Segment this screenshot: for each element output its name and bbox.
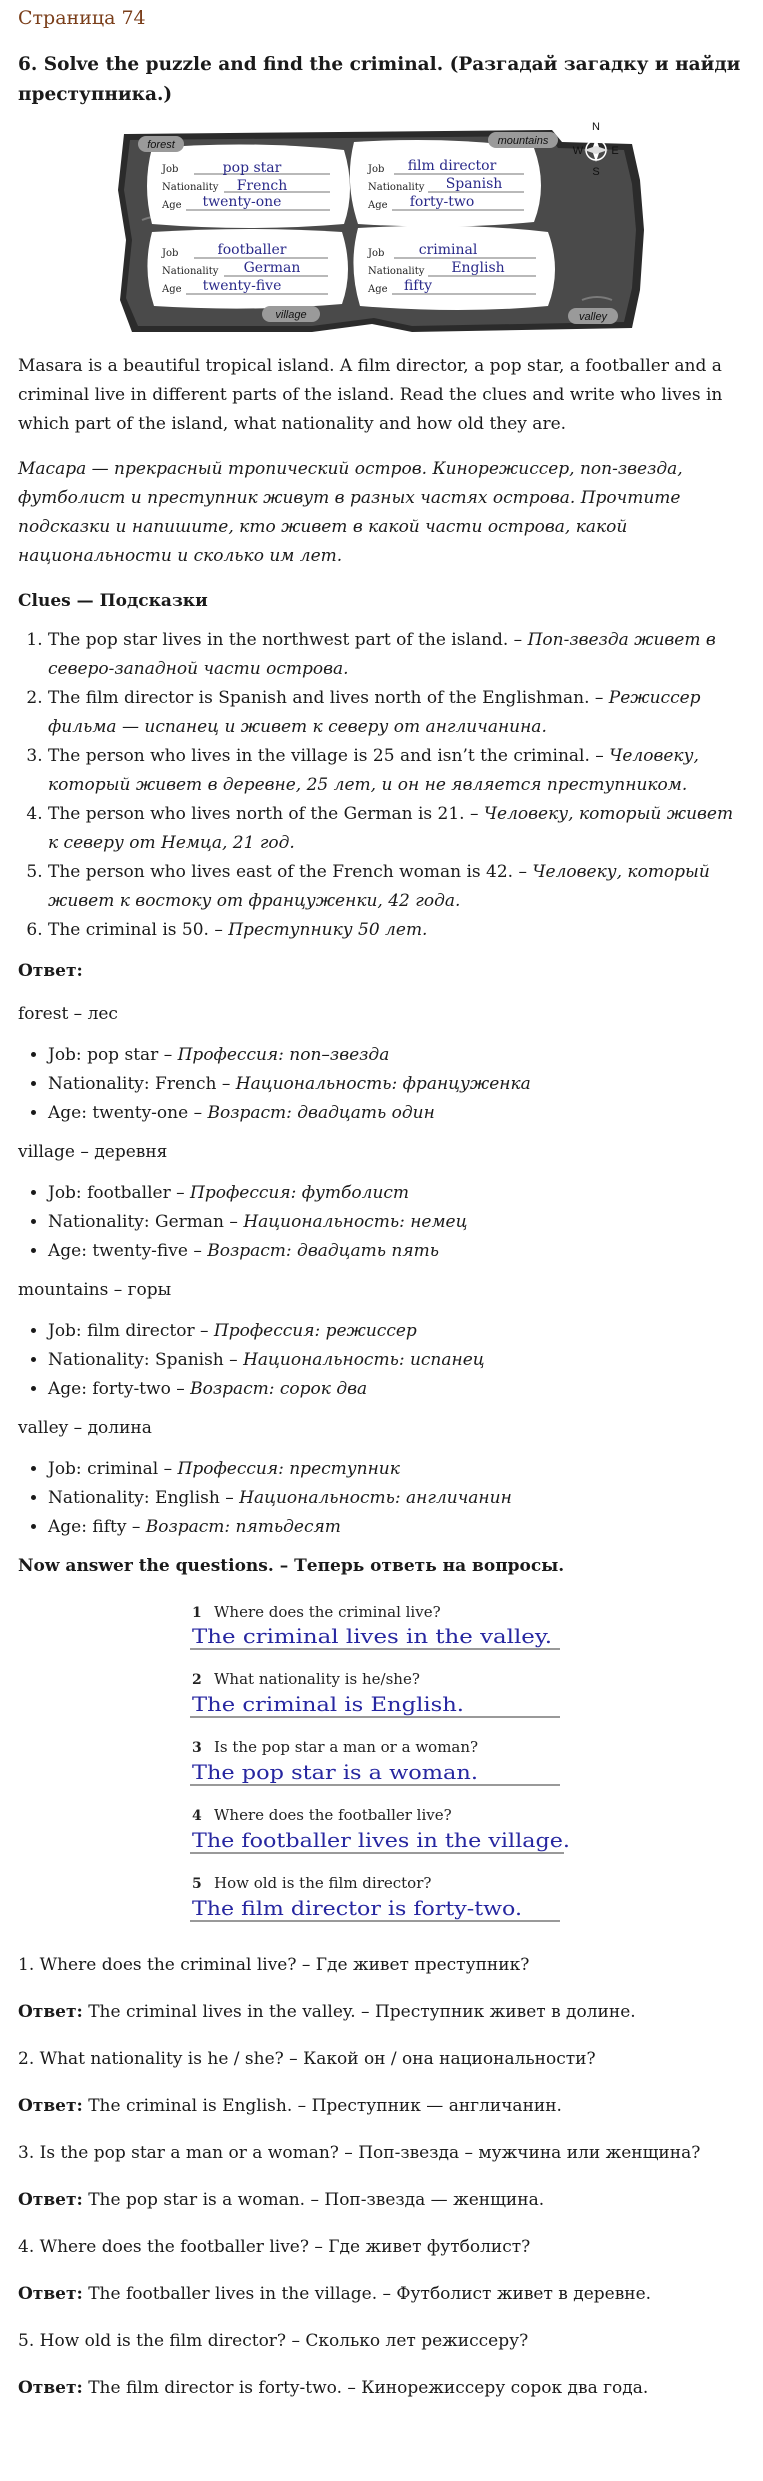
compass-n: N: [591, 121, 600, 133]
answer-5: [18, 2374, 745, 2403]
list-item: [48, 1346, 745, 1375]
card-job-value: pop star: [222, 160, 281, 176]
card-nationality-label: Nationality: [367, 266, 424, 277]
clue-en: The person who lives east of the French woman is 42. –: [48, 862, 527, 882]
exercise-title: 6. Solve the puzzle and find the criminal. (Разгадай загадку и найди преступника.): [18, 54, 741, 105]
handwritten-answers-image: [182, 1593, 582, 1933]
answer-text: The film director is forty-two. – Кинорежиссеру сорок два года.: [88, 2378, 649, 2398]
clue-ru: Человеку, который живет к северу от Немца, 21 год.: [48, 804, 734, 853]
region-label-village: village: [274, 309, 307, 321]
item-en: Job: pop star –: [48, 1045, 173, 1065]
section-title-village: village – деревня: [18, 1142, 168, 1162]
section-list-village: [18, 1179, 745, 1266]
card-nationality-value: English: [450, 260, 505, 276]
answer-block-5: [190, 1874, 560, 1921]
item-ru: Профессия: режиссер: [213, 1321, 417, 1341]
answer-block-4: [190, 1806, 570, 1853]
answer-label: Ответ:: [18, 2096, 83, 2116]
clue-item: [48, 800, 745, 858]
card-age-value: fifty: [403, 278, 432, 294]
clue-item: [48, 626, 745, 684]
island-map-figure: [18, 120, 745, 338]
answer-text: The criminal is English. – Преступник — англичанин.: [88, 2096, 562, 2116]
item-en: Job: footballer –: [48, 1183, 185, 1203]
card-age-label: Age: [161, 200, 182, 211]
item-ru: Профессия: преступник: [177, 1459, 400, 1479]
clue-ru: Человеку, который живет в деревне, 25 лет, и он не является преступником.: [48, 746, 699, 795]
card-nationality-label: Nationality: [367, 182, 424, 193]
list-item: [48, 1455, 745, 1484]
q-number: 1: [191, 1605, 202, 1621]
clue-en: The pop star lives in the northwest part of the island. –: [48, 630, 523, 650]
clue-en: The person who lives north of the German is 21. –: [48, 804, 479, 824]
list-item: [48, 1317, 745, 1346]
item-en: Age: twenty-five –: [48, 1241, 202, 1261]
item-ru: Национальность: немец: [243, 1212, 468, 1232]
answer-block-3: [190, 1738, 560, 1785]
question-3: 3. Is the pop star a man or a woman? – Поп-звезда – мужчина или женщина?: [18, 2143, 701, 2163]
clue-ru: Преступнику 50 лет.: [228, 920, 428, 940]
list-item: [48, 1070, 745, 1099]
q-text: How old is the film director?: [213, 1874, 431, 1892]
a-text: The criminal is English.: [191, 1692, 464, 1716]
clue-item: [48, 684, 745, 742]
clue-item: [48, 742, 745, 800]
item-ru: Возраст: пятьдесят: [145, 1517, 341, 1537]
section-title-forest: forest – лес: [18, 1004, 118, 1024]
question-4: 4. Where does the footballer live? – Где живет футболист?: [18, 2237, 531, 2257]
clues-heading: Clues — Подсказки: [18, 591, 208, 611]
clues-list: [18, 626, 745, 945]
card-nationality-value: Spanish: [445, 176, 502, 192]
intro-russian: Масара — прекрасный тропический остров. Кинорежиссер, поп-звезда, футболист и преступник живут в разных частях острова. Прочтите подсказки и напишите, кто живет в какой части острова, какой национальности и сколько им лет.: [18, 459, 683, 566]
answer-2: [18, 2092, 745, 2121]
answer-4: [18, 2280, 745, 2309]
answer-1: [18, 1998, 745, 2027]
clue-en: The person who lives in the village is 25 and isn’t the criminal. –: [48, 746, 604, 766]
card-age-value: forty-two: [409, 194, 474, 210]
item-en: Nationality: French –: [48, 1074, 231, 1094]
item-en: Nationality: English –: [48, 1488, 234, 1508]
list-item: [48, 1237, 745, 1266]
q-number: 2: [191, 1672, 202, 1688]
q-text: Is the pop star a man or a woman?: [213, 1738, 478, 1756]
item-en: Nationality: German –: [48, 1212, 238, 1232]
answers-figure: [18, 1593, 745, 1933]
q-text: Where does the criminal live?: [213, 1603, 441, 1621]
card-nationality-label: Nationality: [161, 182, 218, 193]
section-title-mountains: mountains – горы: [18, 1280, 172, 1300]
card-job-value: film director: [407, 158, 496, 174]
item-ru: Профессия: футболист: [190, 1183, 410, 1203]
item-ru: Национальность: испанец: [243, 1350, 485, 1370]
card-age-label: Age: [161, 284, 182, 295]
card-age-value: twenty-five: [202, 278, 281, 294]
answer-block-2: [190, 1670, 560, 1717]
card-nationality-value: German: [243, 260, 300, 276]
answer-text: The footballer lives in the village. – Футболист живет в деревне.: [88, 2284, 652, 2304]
clue-ru: Режиссер фильма — испанец и живет к северу от англичанина.: [48, 688, 701, 737]
list-item: [48, 1099, 745, 1128]
answer-3: [18, 2186, 745, 2215]
answer-block-1: [190, 1603, 560, 1649]
answer-text: The criminal lives in the valley. – Преступник живет в долине.: [88, 2002, 636, 2022]
region-label-mountains: mountains: [497, 135, 548, 147]
region-label-forest: forest: [146, 139, 175, 151]
questions-heading: Now answer the questions. – Теперь ответь на вопросы.: [18, 1556, 565, 1576]
q-number: 3: [191, 1740, 202, 1756]
clue-en: The criminal is 50. –: [48, 920, 223, 940]
q-text: What nationality is he/she?: [213, 1670, 420, 1688]
answer-label: Ответ:: [18, 2378, 83, 2398]
item-en: Age: forty-two –: [48, 1379, 185, 1399]
item-en: Job: criminal –: [48, 1459, 173, 1479]
question-5: 5. How old is the film director? – Сколько лет режиссеру?: [18, 2331, 529, 2351]
clue-ru: Поп-звезда живет в северо-западной части острова.: [48, 630, 716, 679]
q-number: 5: [191, 1876, 202, 1892]
card-age-value: twenty-one: [202, 194, 281, 210]
item-en: Nationality: Spanish –: [48, 1350, 238, 1370]
list-item: [48, 1375, 745, 1404]
a-text: The pop star is a woman.: [191, 1760, 478, 1784]
answer-label: Ответ:: [18, 2190, 83, 2210]
a-text: The criminal lives in the valley.: [191, 1624, 552, 1648]
section-list-mountains: [18, 1317, 745, 1404]
item-ru: Возраст: сорок два: [190, 1379, 368, 1399]
clue-item: [48, 858, 745, 916]
section-title-valley: valley – долина: [18, 1418, 152, 1438]
answer-label: Ответ:: [18, 2284, 83, 2304]
intro-english: Masara is a beautiful tropical island. A film director, a pop star, a footballer and a criminal live in different parts of the island. Read the clues and write who lives in which part of the island, what nationality and how old they are.: [18, 356, 723, 434]
section-list-forest: [18, 1041, 745, 1128]
a-text: The footballer lives in the village.: [191, 1828, 570, 1852]
card-job-label: Job: [367, 248, 384, 259]
card-job-label: Job: [161, 164, 178, 175]
card-nationality-label: Nationality: [161, 266, 218, 277]
question-2: 2. What nationality is he / she? – Какой он / она национальности?: [18, 2049, 596, 2069]
island-map: [112, 120, 652, 338]
list-item: [48, 1208, 745, 1237]
item-en: Age: fifty –: [48, 1517, 141, 1537]
clue-ru: Человеку, который живет к востоку от француженки, 42 года.: [48, 862, 710, 911]
section-list-valley: [18, 1455, 745, 1542]
item-ru: Национальность: англичанин: [239, 1488, 512, 1508]
item-ru: Возраст: двадцать один: [207, 1103, 435, 1123]
q-text: Where does the footballer live?: [213, 1806, 452, 1824]
card-job-label: Job: [367, 164, 384, 175]
list-item: [48, 1041, 745, 1070]
clue-item: [48, 916, 745, 945]
item-en: Job: film director –: [48, 1321, 209, 1341]
q-number: 4: [191, 1808, 202, 1824]
clue-en: The film director is Spanish and lives north of the Englishman. –: [48, 688, 604, 708]
card-job-label: Job: [161, 248, 178, 259]
region-label-valley: valley: [578, 311, 607, 323]
item-ru: Возраст: двадцать пять: [207, 1241, 439, 1261]
compass-w: W: [572, 145, 583, 157]
compass-e: E: [610, 145, 619, 157]
list-item: [48, 1179, 745, 1208]
item-ru: Национальность: француженка: [235, 1074, 531, 1094]
question-1: 1. Where does the criminal live? – Где живет преступник?: [18, 1955, 530, 1975]
item-en: Age: twenty-one –: [48, 1103, 203, 1123]
list-item: [48, 1484, 745, 1513]
compass-s: S: [591, 166, 600, 178]
item-ru: Профессия: поп–звезда: [177, 1045, 390, 1065]
page-number: Страница 74: [18, 7, 146, 29]
a-text: The film director is forty-two.: [191, 1896, 522, 1920]
answer-text: The pop star is a woman. – Поп-звезда — женщина.: [88, 2190, 545, 2210]
card-job-value: footballer: [217, 242, 286, 258]
card-age-label: Age: [367, 200, 388, 211]
answer-label: Ответ:: [18, 961, 83, 981]
card-nationality-value: French: [236, 178, 287, 194]
card-job-value: criminal: [418, 242, 477, 258]
card-age-label: Age: [367, 284, 388, 295]
list-item: [48, 1513, 745, 1542]
answer-label: Ответ:: [18, 2002, 83, 2022]
